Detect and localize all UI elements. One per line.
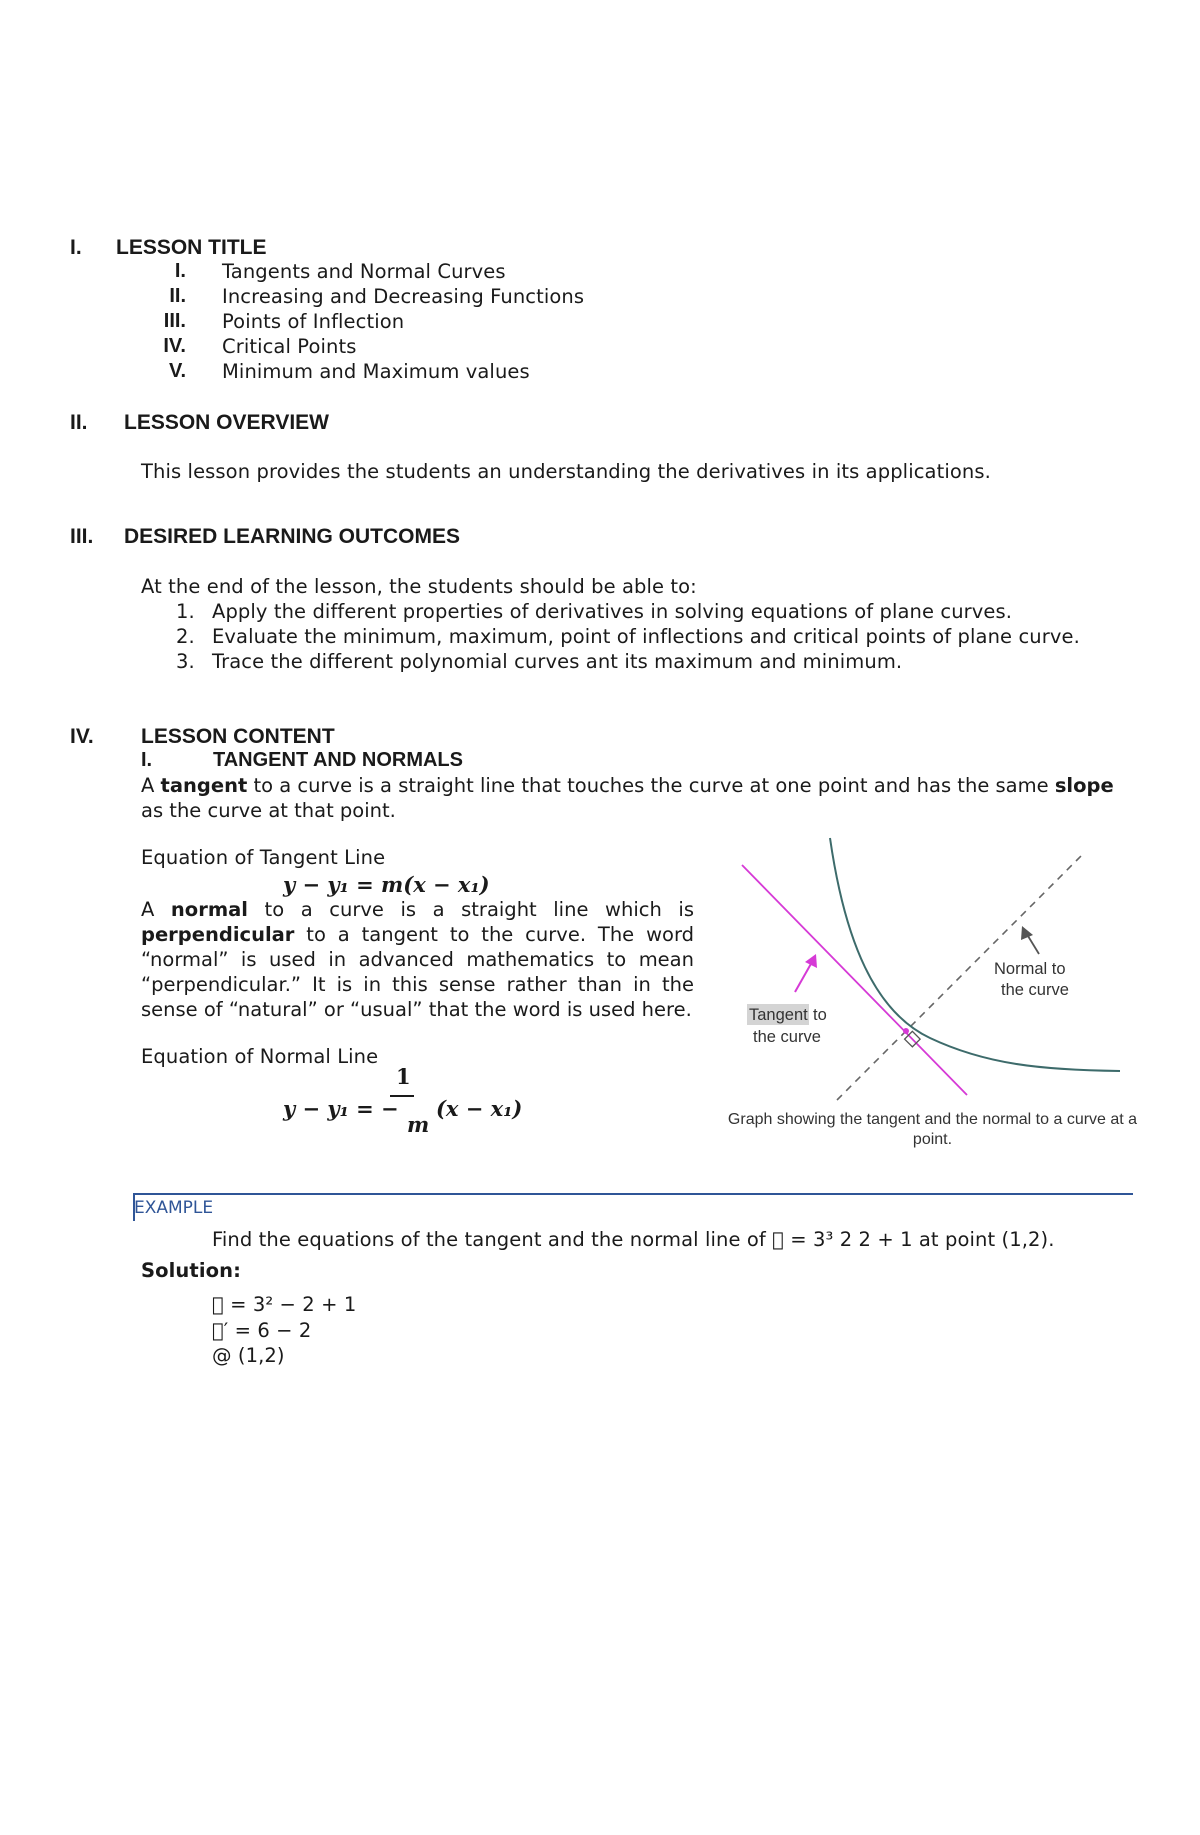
lesson-title-number: IV.: [163, 335, 186, 357]
tangent-equation-label: Equation of Tangent Line: [141, 846, 386, 869]
outcome-item: Apply the different properties of derivatives in solving equations of plane curves.: [212, 600, 1013, 623]
perpendicular-term: perpendicular: [141, 923, 295, 946]
normal-arrowhead-icon: [1021, 926, 1033, 940]
lesson-title-item: Tangents and Normal Curves: [222, 260, 506, 283]
normal-label-curve: the curve: [1001, 981, 1069, 999]
tangency-point: [903, 1028, 909, 1034]
outcome-number: 3.: [176, 650, 195, 673]
example-rule: [133, 1193, 1133, 1195]
tangent-label-curve: the curve: [753, 1028, 821, 1046]
normal-eq-right: (x − x₁): [436, 1096, 523, 1121]
lesson-title-number: II.: [169, 285, 186, 307]
section-1-title: LESSON TITLE: [116, 236, 267, 259]
slope-term: slope: [1054, 774, 1114, 797]
section-3-number: III.: [70, 525, 94, 548]
outcome-number: 2.: [176, 625, 195, 648]
tangent-def-text: A: [141, 774, 161, 797]
lesson-title-item: Points of Inflection: [222, 310, 405, 333]
solution-label: Solution:: [141, 1259, 241, 1282]
outcome-item: Trace the different polynomial curves ant its maximum and minimum.: [212, 650, 903, 673]
normal-term: normal: [170, 898, 248, 921]
normal-equation-label: Equation of Normal Line: [141, 1045, 379, 1068]
solution-line: 􏰀′ = 6 − 2: [212, 1319, 312, 1342]
tangent-equation: y − y₁ = m(x − x₁): [283, 872, 490, 897]
tangent-label: Tangent: [749, 1006, 808, 1024]
example-label: EXAMPLE: [134, 1198, 214, 1218]
example-problem: Find the equations of the tangent and the normal line of 􏰀 = 3³ 2 2 + 1 at point (1,2).: [212, 1228, 1055, 1251]
tangent-def-text: to a curve is a straight line that touches the curve at one point and has the same: [247, 774, 1055, 797]
tangent-definition: [141, 773, 1141, 823]
normal-definition: [141, 897, 694, 1022]
outcome-number: 1.: [176, 600, 195, 623]
normal-eq-left: y − y₁ = −: [283, 1096, 399, 1121]
section-2-title: LESSON OVERVIEW: [124, 411, 329, 434]
subsection-title: TANGENT AND NORMALS: [213, 749, 463, 771]
normal-equation: [283, 1062, 543, 1138]
normal-eq-denominator: m: [407, 1112, 430, 1137]
tangent-normal-graph: [720, 832, 1145, 1137]
lesson-title-number: V.: [168, 360, 186, 382]
normal-def-text: to a curve is a straight line which is: [247, 898, 694, 921]
normal-def-text: A: [141, 898, 171, 921]
tangent-normal-figure: [720, 832, 1145, 1167]
normal-arrow: [1028, 936, 1039, 954]
fraction-bar: [390, 1095, 414, 1097]
tangent-arrowhead-icon: [805, 954, 817, 968]
normal-eq-numerator: 1: [396, 1064, 411, 1089]
tangent-term: tangent: [160, 774, 248, 797]
overview-text: This lesson provides the students an understanding the derivatives in its applications.: [141, 460, 991, 483]
section-3-title: DESIRED LEARNING OUTCOMES: [124, 525, 461, 548]
subsection-number: I.: [141, 749, 153, 771]
tangent-def-text: as the curve at that point.: [141, 799, 396, 822]
outcomes-intro: At the end of the lesson, the students should be able to:: [141, 575, 697, 598]
lesson-title-number: III.: [163, 310, 186, 332]
solution-line: 􏰀 = 3² − 2 + 1: [212, 1293, 357, 1316]
normal-def-text: to a tangent to the curve. The word “normal” is used in advanced mathematics to mean “perpendicular.” It is in this sense rather than in the sense of “natural” or “usual” that the word is used here.: [141, 923, 694, 1021]
curve: [830, 838, 1120, 1071]
figure-caption: Graph showing the tangent and the normal to a curve at a point.: [727, 1111, 1138, 1148]
solution-line: @ (1,2): [212, 1344, 285, 1367]
section-4-number: IV.: [70, 725, 94, 748]
lesson-title-item: Critical Points: [222, 335, 357, 358]
outcome-item: Evaluate the minimum, maximum, point of inflections and critical points of plane curve.: [212, 625, 1080, 648]
section-4-title: LESSON CONTENT: [141, 725, 335, 748]
tangent-label-to: to: [813, 1006, 827, 1024]
lesson-title-item: Increasing and Decreasing Functions: [222, 285, 585, 308]
normal-label: Normal to: [994, 960, 1066, 978]
section-1-number: I.: [70, 236, 82, 259]
lesson-title-number: I.: [174, 260, 186, 282]
lesson-title-item: Minimum and Maximum values: [222, 360, 530, 383]
tangent-arrow: [795, 962, 812, 992]
tangent-line: [742, 865, 967, 1095]
section-2-number: II.: [70, 411, 88, 434]
